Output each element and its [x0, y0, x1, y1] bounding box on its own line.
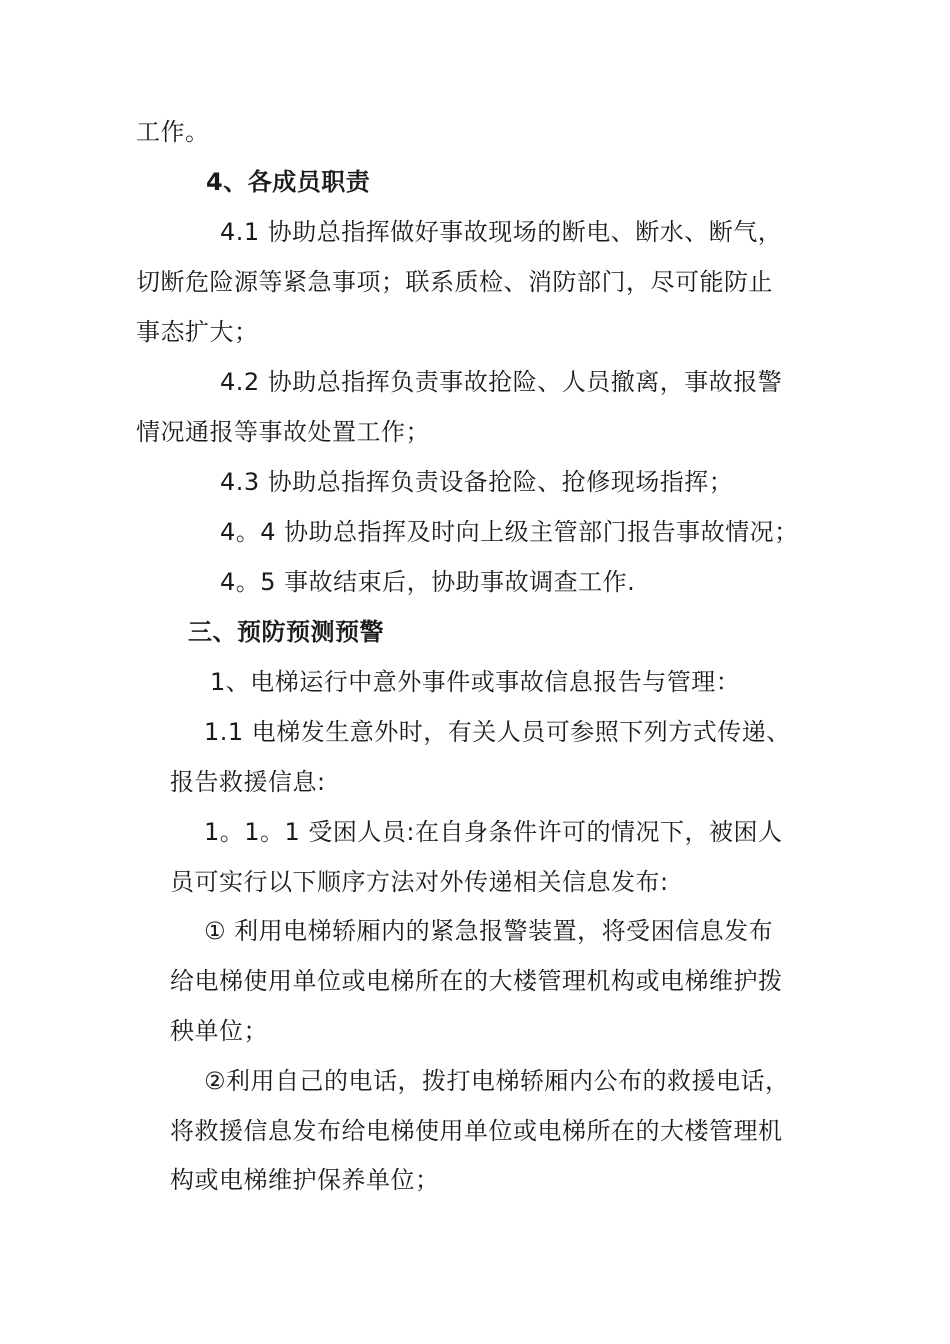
paragraph-line: 4。5 事故结束后，协助事故调查工作.: [220, 568, 636, 596]
paragraph-line: 1.1 电梯发生意外时，有关人员可参照下列方式传递、: [204, 718, 791, 746]
paragraph-line: ① 利用电梯轿厢内的紧急报警装置，将受困信息发布: [204, 917, 774, 945]
paragraph-line: 1。1。1 受困人员:在自身条件许可的情况下，被困人: [204, 818, 783, 846]
paragraph-line: 将救援信息发布给电梯使用单位或电梯所在的大楼管理机: [170, 1117, 783, 1145]
paragraph-line: 4。4 协助总指挥及时向上级主管部门报告事故情况；: [220, 518, 799, 546]
paragraph-line: 事态扩大；: [136, 318, 259, 346]
paragraph-line: 1、电梯运行中意外事件或事故信息报告与管理：: [210, 668, 741, 696]
paragraph-line: 切断危险源等紧急事项；联系质检、消防部门，尽可能防止: [136, 268, 773, 296]
section-heading: 4、各成员职责: [206, 168, 371, 196]
paragraph-line: 给电梯使用单位或电梯所在的大楼管理机构或电梯维护拨: [170, 967, 783, 995]
paragraph-line: ②利用自己的电话，拨打电梯轿厢内公布的救援电话，: [204, 1067, 790, 1095]
paragraph-line: 构或电梯维护保养单位；: [170, 1166, 440, 1194]
paragraph-line: 4.1 协助总指挥做好事故现场的断电、断水、断气，: [220, 218, 783, 246]
paragraph-line: 员可实行以下顺序方法对外传递相关信息发布:: [170, 868, 669, 896]
paragraph-line: 工作。: [136, 118, 210, 146]
paragraph-line: 报告救援信息:: [170, 768, 326, 796]
section-heading: 三、预防预测预警: [188, 618, 384, 646]
paragraph-line: 4.3 协助总指挥负责设备抢险、抢修现场指挥；: [220, 468, 734, 496]
paragraph-line: 秧单位；: [170, 1017, 268, 1045]
paragraph-line: 情况通报等事故处置工作；: [136, 418, 430, 446]
paragraph-line: 4.2 协助总指挥负责事故抢险、人员撤离，事故报警: [220, 368, 783, 396]
